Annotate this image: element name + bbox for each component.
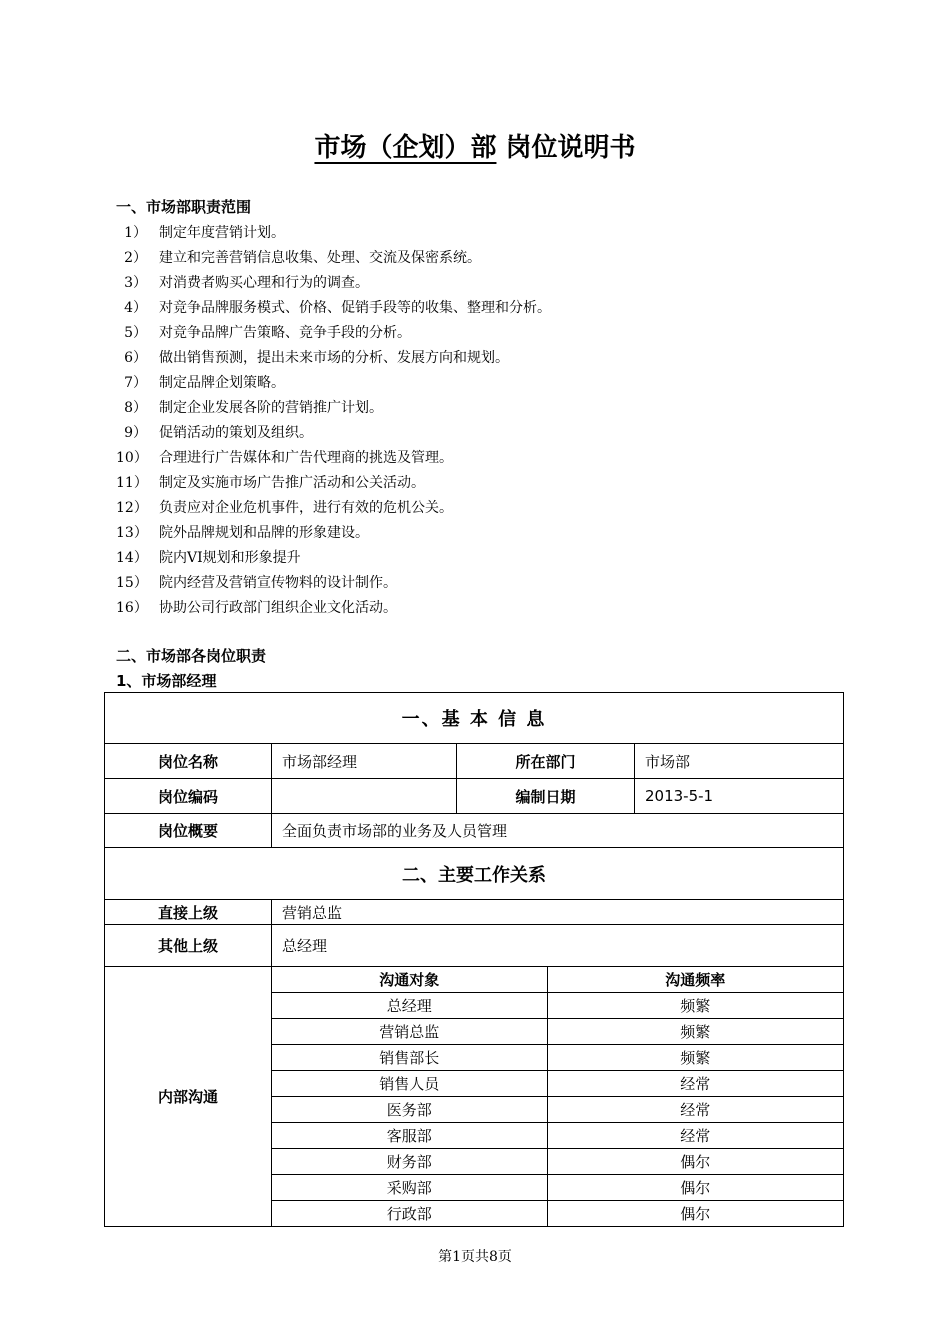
- list-item: 7） 制定品牌企划策略。: [124, 375, 285, 391]
- col-header-target: 沟通对象: [272, 967, 547, 993]
- table-row: 销售人员 经常: [272, 1071, 843, 1097]
- page-footer: 第1页共8页: [438, 1249, 512, 1265]
- table-row: 总经理 频繁: [272, 993, 843, 1019]
- label-position-code: 岗位编码: [105, 779, 272, 814]
- communication-table: [272, 967, 843, 1226]
- label-summary: 岗位概要: [105, 814, 272, 848]
- value-position-name: 市场部经理: [272, 744, 457, 779]
- list-item: 8） 制定企业发展各阶的营销推广计划。: [124, 400, 383, 416]
- table-row: 行政部 偶尔: [272, 1201, 843, 1227]
- table-row: 销售部长 频繁: [272, 1045, 843, 1071]
- table-row: 客服部 经常: [272, 1123, 843, 1149]
- list-item: 11） 制定及实施市场广告推广活动和公关活动。: [116, 475, 425, 491]
- list-item: 14） 院内VI规划和形象提升: [116, 550, 301, 566]
- value-direct-superior: 营销总监: [272, 900, 844, 925]
- list-item: 9） 促销活动的策划及组织。: [124, 425, 313, 441]
- label-position-name: 岗位名称: [105, 744, 272, 779]
- table-row: 医务部 经常: [272, 1097, 843, 1123]
- table-row: 采购部 偶尔: [272, 1175, 843, 1201]
- section2-heading: 二、市场部各岗位职责: [116, 647, 267, 665]
- label-date: 编制日期: [457, 779, 635, 814]
- section-header-basic-info: 一、基 本 信 息: [105, 693, 844, 744]
- list-item: 5） 对竞争品牌广告策略、竞争手段的分析。: [124, 325, 411, 341]
- list-item: 1） 制定年度营销计划。: [124, 225, 285, 241]
- label-department: 所在部门: [457, 744, 635, 779]
- page-title-underlined: 市场（企划）部: [314, 133, 497, 163]
- table-row: 营销总监 频繁: [272, 1019, 843, 1045]
- value-department: 市场部: [635, 744, 844, 779]
- value-date: 2013-5-1: [635, 779, 844, 814]
- job-description-table: [104, 692, 844, 1227]
- list-item: 3） 对消费者购买心理和行为的调查。: [124, 275, 369, 291]
- page-title: [0, 128, 950, 168]
- list-item: 2） 建立和完善营销信息收集、处理、交流及保密系统。: [124, 250, 481, 266]
- page-title-rest: 岗位说明书: [505, 133, 636, 163]
- list-item: 6） 做出销售预测，提出未来市场的分析、发展方向和规划。: [124, 350, 509, 366]
- table-row: 财务部 偶尔: [272, 1149, 843, 1175]
- duties-list: [116, 221, 551, 621]
- section1-heading: 一、市场部职责范围: [116, 198, 252, 216]
- label-direct-superior: 直接上级: [105, 900, 272, 925]
- list-item: 12） 负责应对企业危机事件，进行有效的危机公关。: [116, 500, 453, 516]
- value-position-code: [272, 779, 457, 814]
- list-item: 13） 院外品牌规划和品牌的形象建设。: [116, 525, 369, 541]
- label-other-superior: 其他上级: [105, 925, 272, 967]
- value-other-superior: 总经理: [272, 925, 844, 967]
- list-item: 15） 院内经营及营销宣传物料的设计制作。: [116, 575, 397, 591]
- value-summary: 全面负责市场部的业务及人员管理: [272, 814, 844, 848]
- list-item: 4） 对竞争品牌服务模式、价格、促销手段等的收集、整理和分析。: [124, 300, 551, 316]
- col-header-frequency: 沟通频率: [547, 967, 843, 993]
- list-item: 10） 合理进行广告媒体和广告代理商的挑选及管理。: [116, 450, 453, 466]
- subsection-heading: 1、市场部经理: [116, 672, 217, 690]
- section-header-relations: 二、主要工作关系: [105, 848, 844, 900]
- communication-cell: [272, 967, 844, 1227]
- list-item: 16） 协助公司行政部门组织企业文化活动。: [116, 600, 397, 616]
- label-internal-communication: 内部沟通: [105, 967, 272, 1227]
